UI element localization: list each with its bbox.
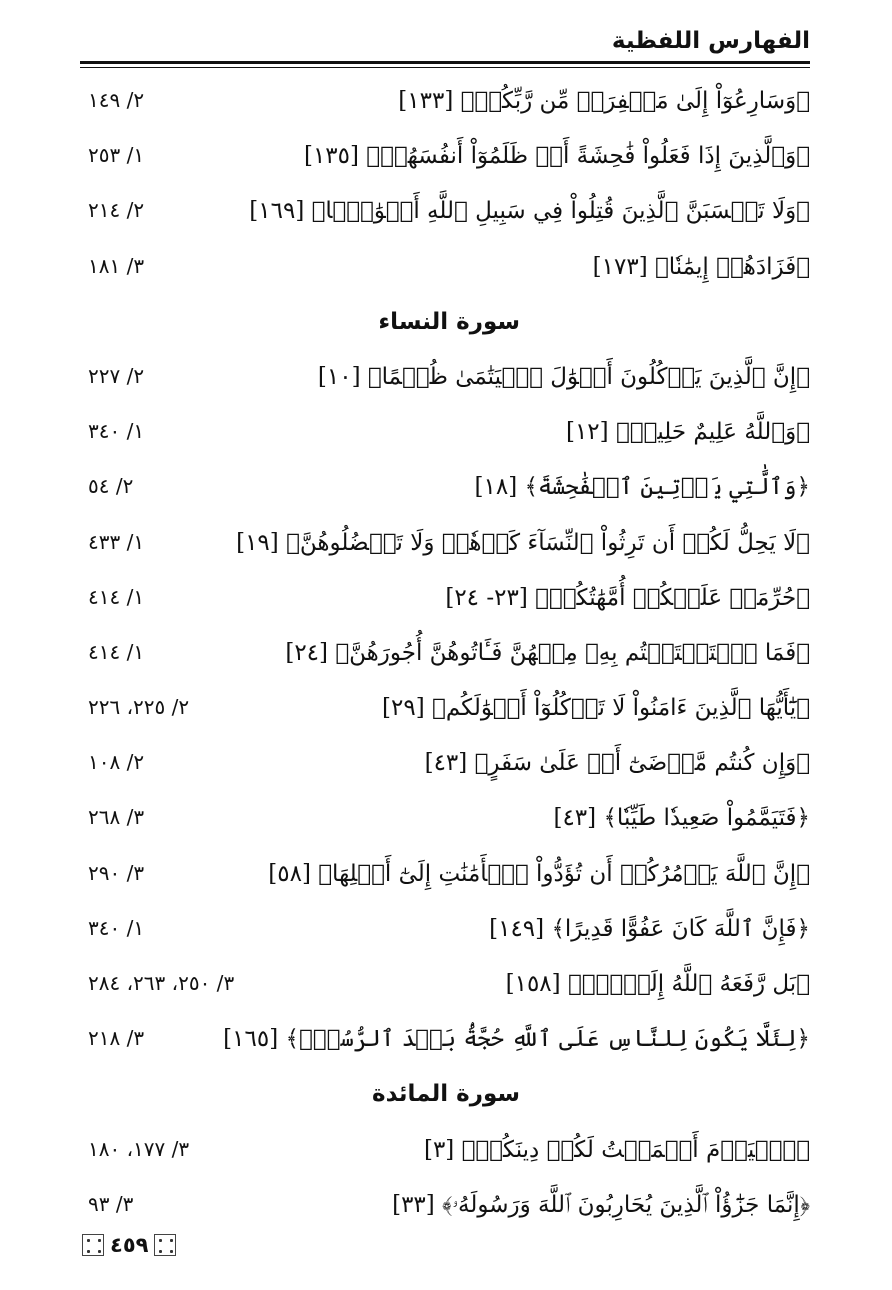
- surah-heading: [80, 305, 810, 360]
- volume-page-reference: ٣/ ٢٦٨: [88, 805, 145, 830]
- index-entry: [80, 415, 810, 470]
- volume-page-reference: ١/ ٤٣٣: [88, 529, 145, 554]
- volume-page-reference: ٢/ ١٤٩: [88, 88, 145, 112]
- volume-page-reference: ٢/ ٢٢٥، ٢٢٦: [88, 695, 190, 720]
- surah-heading: [80, 1077, 810, 1132]
- volume-page-reference: ١/ ٤١٤: [88, 584, 145, 609]
- verse-text: ﴿حُرِّمَتۡ عَلَيۡكُمۡ أُمَّهَٰتُكُمۡ﴾ [٢٣- ٢٤]: [445, 584, 810, 611]
- index-entry: [80, 360, 810, 415]
- header-rule-thin: [80, 67, 810, 68]
- index-entry: [80, 691, 810, 746]
- index-entry: [80, 746, 810, 801]
- index-entry: [80, 250, 810, 305]
- volume-page-reference: ٢/ ١٠٨: [88, 750, 145, 775]
- index-entry: [80, 1188, 810, 1243]
- floral-ornament-icon: [82, 1234, 104, 1256]
- index-entry: [80, 84, 810, 139]
- verse-text: ﴿إِنَّمَا جَزَٰٓؤُاْ ٱلَّذِينَ يُحَارِبُونَ ٱللَّهَ وَرَسُولَهُۥ﴾ [٣٣]: [392, 1191, 810, 1218]
- index-entry: [80, 801, 810, 856]
- volume-page-reference: ٢/ ٥٤: [88, 474, 134, 499]
- volume-page-reference: ١/ ٣٤٠: [88, 419, 145, 444]
- index-entry: [80, 139, 810, 194]
- verse-text: ﴿لَا يَحِلُّ لَكُمۡ أَن تَرِثُواْ ٱلنِّسَآءَ كَرۡهٗاۖ وَلَا تَعۡضُلُوهُنَّ﴾ [١٩]: [236, 529, 810, 556]
- verse-text: ﴿بَل رَّفَعَهُ ٱللَّهُ إِلَيۡهِۚ﴾ [١٥٨]: [505, 971, 810, 997]
- verse-text: ﴿فَإِنَّ ٱللَّهَ كَانَ عَفُوًّا قَدِيرًا﴾ [١٤٩]: [489, 915, 810, 942]
- volume-page-reference: ٣/ ١٧٧، ١٨٠: [88, 1136, 190, 1161]
- verse-text: ﴿إِنَّ ٱلَّذِينَ يَأۡكُلُونَ أَمۡوَٰلَ ٱلۡيَتَٰمَىٰ ظُلۡمًا﴾ [١٠]: [317, 363, 810, 390]
- verse-text: ﴿وَٱللَّهُ عَلِيمٌ حَلِيمٞ﴾ [١٢]: [565, 419, 810, 446]
- verse-text: ﴿فَتَيَمَّمُواْ صَعِيدٗا طَيِّبٗا﴾ [٤٣]: [553, 805, 810, 832]
- verse-text: ﴿وَسَارِعُوٓاْ إِلَىٰ مَغۡفِرَةٖ مِّن رَّبِّكُمۡ﴾ [١٣٣]: [398, 88, 810, 114]
- volume-page-reference: ١/ ٢٥٣: [88, 143, 145, 168]
- page-footer: [82, 1232, 176, 1258]
- floral-ornament-icon: [154, 1234, 176, 1256]
- verse-text: ﴿لِئَلَّا يَكُونَ لِلنَّاسِ عَلَى ٱللَّهِ حُجَّةُۢ بَعۡدَ ٱلرُّسُلِۚ﴾ [١٦٥]: [223, 1026, 810, 1053]
- index-entry: [80, 636, 810, 691]
- index-entry: [80, 470, 810, 525]
- volume-page-reference: ١/ ٤١٤: [88, 639, 145, 664]
- verse-text: ﴿فَزَادَهُمۡ إِيمَٰنٗا﴾ [١٧٣]: [592, 253, 810, 280]
- verse-text: ﴿وَٱلَّذِينَ إِذَا فَعَلُواْ فَٰحِشَةً أَوۡ ظَلَمُوٓاْ أَنفُسَهُمۡ﴾ [١٣٥]: [303, 143, 810, 170]
- verse-text: ﴿إِنَّ ٱللَّهَ يَأۡمُرُكُمۡ أَن تُؤَدُّواْ ٱلۡأَمَٰنَٰتِ إِلَىٰٓ أَهۡلِهَا﴾ [٥٨]: [268, 860, 810, 887]
- index-entry: [80, 1022, 810, 1077]
- surah-title: سورة النساء: [378, 308, 520, 335]
- index-entry: [80, 1133, 810, 1188]
- surah-title: سورة المائدة: [372, 1081, 520, 1108]
- volume-page-reference: ٢/ ٢٢٧: [88, 363, 145, 388]
- index-entry: [80, 967, 810, 1022]
- index-list: [80, 84, 810, 1243]
- verse-text: ﴿ٱلۡيَوۡمَ أَكۡمَلۡتُ لَكُمۡ دِينَكُمۡ﴾ [٣]: [423, 1136, 810, 1163]
- page-title: الفهارس اللفظية: [611, 28, 810, 54]
- verse-text: ﴿وَلَا تَحۡسَبَنَّ ٱلَّذِينَ قُتِلُواْ فِي سَبِيلِ ٱللَّهِ أَمۡوَٰتَۢا﴾ [١٦٩]: [249, 198, 810, 225]
- header-rule-thick: [80, 61, 810, 64]
- index-entry: [80, 581, 810, 636]
- index-entry: [80, 912, 810, 967]
- index-entry: [80, 857, 810, 912]
- page-number: ٤٥٩: [110, 1233, 149, 1257]
- verse-text: ﴿وَٱلَّٰتِي يَأۡتِينَ ٱلۡفَٰحِشَةَ﴾ [١٨]: [474, 474, 810, 501]
- volume-page-reference: ٢/ ٢١٤: [88, 198, 145, 223]
- volume-page-reference: ٣/ ٢١٨: [88, 1026, 145, 1051]
- index-entry: [80, 194, 810, 249]
- volume-page-reference: ٣/ ٢٥٠، ٢٦٣، ٢٨٤: [88, 971, 235, 995]
- index-entry: [80, 526, 810, 581]
- volume-page-reference: ٣/ ١٨١: [88, 253, 145, 278]
- volume-page-reference: ١/ ٣٤٠: [88, 915, 145, 940]
- verse-text: ﴿وَإِن كُنتُم مَّرۡضَىٰٓ أَوۡ عَلَىٰ سَفَرٍ﴾ [٤٣]: [424, 750, 810, 777]
- verse-text: ﴿فَمَا ٱسۡتَمۡتَعۡتُم بِهِۦ مِنۡهُنَّ فَـَٔاتُوهُنَّ أُجُورَهُنَّ﴾ [٢٤]: [285, 639, 810, 666]
- volume-page-reference: ٣/ ٢٩٠: [88, 860, 145, 885]
- verse-text: ﴿يَٰٓأَيُّهَا ٱلَّذِينَ ءَامَنُواْ لَا تَأۡكُلُوٓاْ أَمۡوَٰلَكُم﴾ [٢٩]: [382, 695, 810, 722]
- volume-page-reference: ٣/ ٩٣: [88, 1191, 134, 1216]
